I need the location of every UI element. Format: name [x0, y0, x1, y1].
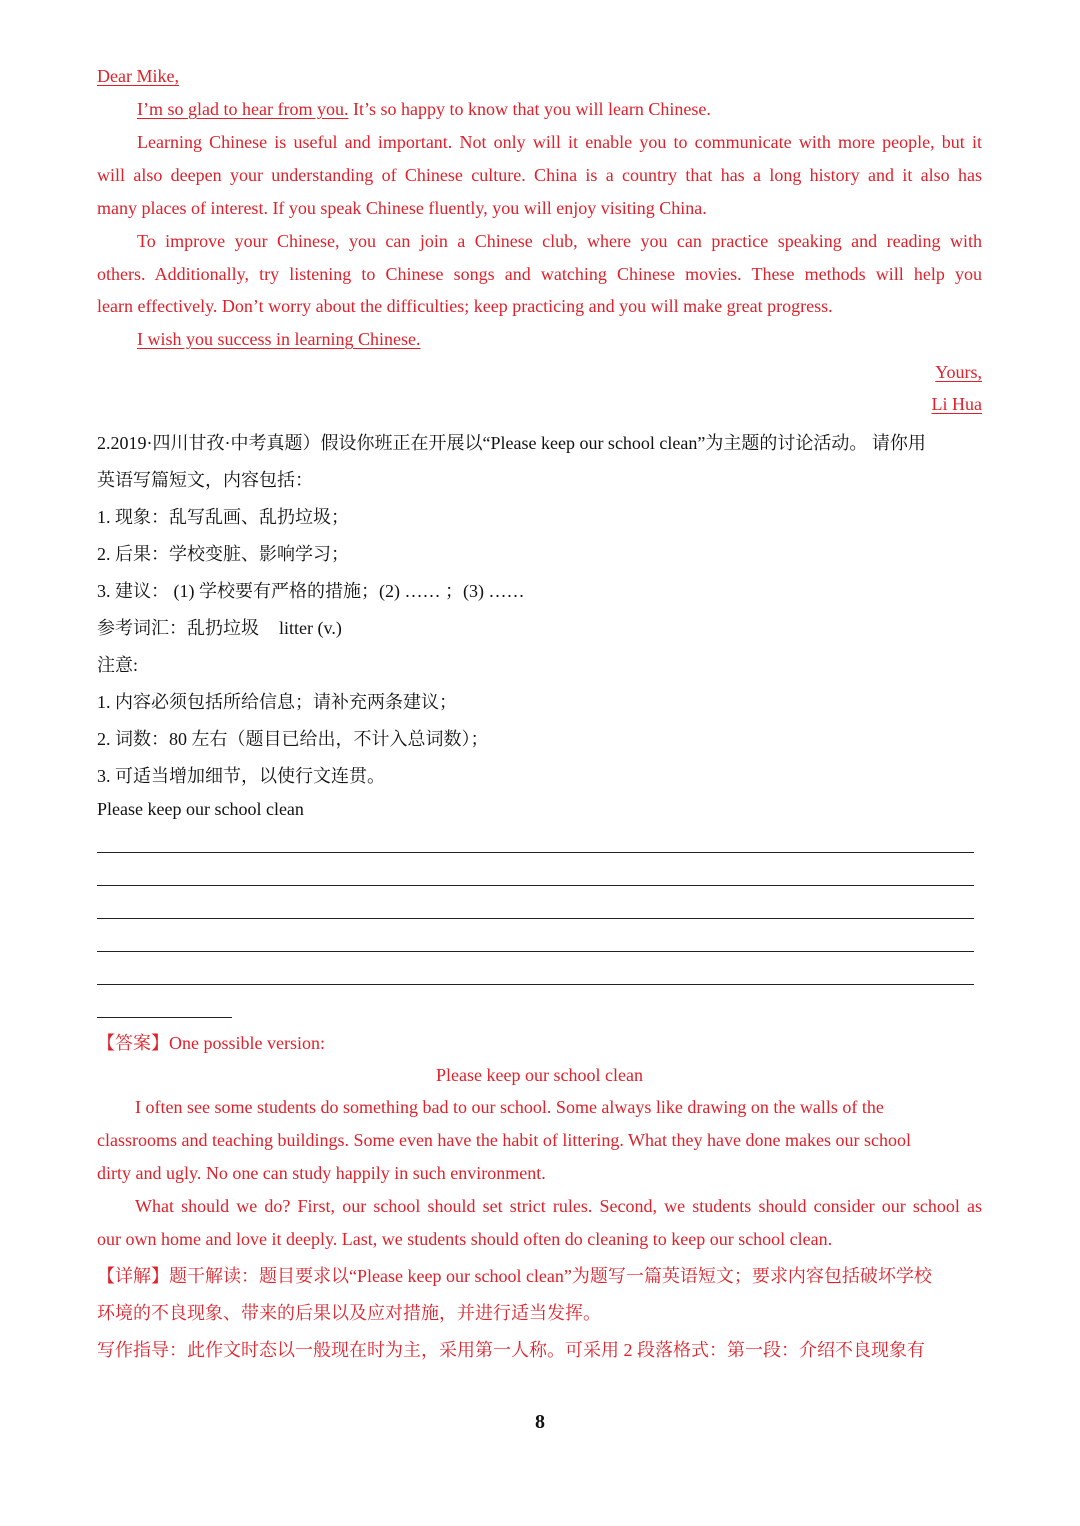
letter-p2-line-1: Learning Chinese is useful and important. Not only will it enable you to communicate with more people, but it	[137, 132, 982, 152]
analysis-line-3: 写作指导：此作文时态以一般现在时为主，采用第一人称。可采用 2 段落格式：第一段：介绍不良现象有	[97, 1340, 925, 1360]
page-number: 8	[535, 1411, 545, 1433]
analysis-text-1: 题干解读：题目要求以“Please keep our school clean”为题写一篇英语短文；要求内容包括破坏学校	[169, 1266, 932, 1286]
letter-closing-text: I wish you success in learning Chinese.	[137, 329, 421, 349]
question2-title-prompt: Please keep our school clean	[97, 799, 304, 819]
answer-p2-line-1: What should we do? First, our school should set strict rules. Second, we students should consider our school as	[135, 1196, 982, 1216]
question2-note-3: 3. 可适当增加细节，以使行文连贯。	[97, 766, 385, 786]
answer-rule-short	[97, 1017, 232, 1018]
letter-p3-line-1: To improve your Chinese, you can join a Chinese club, where you can practice speaking and reading with	[137, 231, 982, 251]
letter-yours-text: Yours,	[935, 362, 982, 382]
answer-rule	[97, 918, 974, 919]
letter-signature	[97, 394, 982, 415]
letter-p1-rest: It’s so happy to know that you will learn Chinese.	[348, 99, 711, 119]
answer-p1-line-1: I often see some students do something bad to our school. Some always like drawing on the walls of the	[135, 1097, 884, 1117]
answer-rule	[97, 885, 974, 886]
answer-rule	[97, 852, 974, 853]
question2-vocab	[97, 614, 982, 640]
answer-title: Please keep our school clean	[436, 1065, 643, 1085]
letter-p3-line-3: learn effectively. Don’t worry about the difficulties; keep practicing and you will make great progress.	[97, 296, 833, 316]
letter-salutation: Dear Mike,	[97, 66, 179, 86]
answer-p2-line-2: our own home and love it deeply. Last, we students should often do cleaning to keep our school clean.	[97, 1229, 833, 1249]
letter-p2-line-3: many places of interest. If you speak Chinese fluently, you will enjoy visiting China.	[97, 198, 707, 218]
answer-rule	[97, 951, 974, 952]
analysis-label: 【详解】	[97, 1266, 169, 1286]
letter-p3-line-2: others. Additionally, try listening to Chinese songs and watching Chinese movies. These methods will help you	[97, 264, 982, 284]
question2-note-2: 2. 词数：80 左右（题目已给出，不计入总词数）；	[97, 729, 489, 749]
letter-p1-underlined: I’m so glad to hear from you.	[137, 99, 349, 119]
answer-label: 【答案】	[97, 1033, 169, 1053]
question2-item-3: 3. 建议： (1) 学校要有严格的措施；(2) …… ；(3) ……	[97, 581, 525, 601]
letter-yours	[97, 362, 982, 383]
letter-paragraph-1	[137, 99, 982, 120]
vocab-label: 参考词汇：乱扔垃圾	[97, 618, 259, 638]
vocab-word: litter (v.)	[279, 618, 342, 638]
answer-intro: One possible version:	[169, 1033, 325, 1053]
answer-rule	[97, 984, 974, 985]
question2-line-2: 英语写篇短文，内容包括：	[97, 470, 313, 490]
question2-item-2: 2. 后果：学校变脏、影响学习；	[97, 544, 349, 564]
question2-note-1: 1. 内容必须包括所给信息；请补充两条建议；	[97, 692, 457, 712]
letter-signature-text: Li Hua	[931, 394, 982, 414]
analysis-line-1	[97, 1262, 982, 1288]
answer-header	[97, 1029, 982, 1055]
answer-p1-line-2: classrooms and teaching buildings. Some even have the habit of littering. What they have done makes our school	[97, 1130, 911, 1150]
question2-note-label: 注意:	[97, 655, 139, 675]
question2-item-1: 1. 现象：乱写乱画、乱扔垃圾；	[97, 507, 349, 527]
analysis-line-2: 环境的不良现象、带来的后果以及应对措施，并进行适当发挥。	[97, 1303, 601, 1323]
letter-closing-line	[137, 329, 982, 350]
letter-p2-line-2: will also deepen your understanding of Chinese culture. China is a country that has a long history and it also has	[97, 165, 982, 185]
answer-p1-line-3: dirty and ugly. No one can study happily in such environment.	[97, 1163, 546, 1183]
question2-line-1: 2.2019·四川甘孜·中考真题）假设你班正在开展以“Please keep our school clean”为主题的讨论活动。 请你用	[97, 433, 926, 453]
